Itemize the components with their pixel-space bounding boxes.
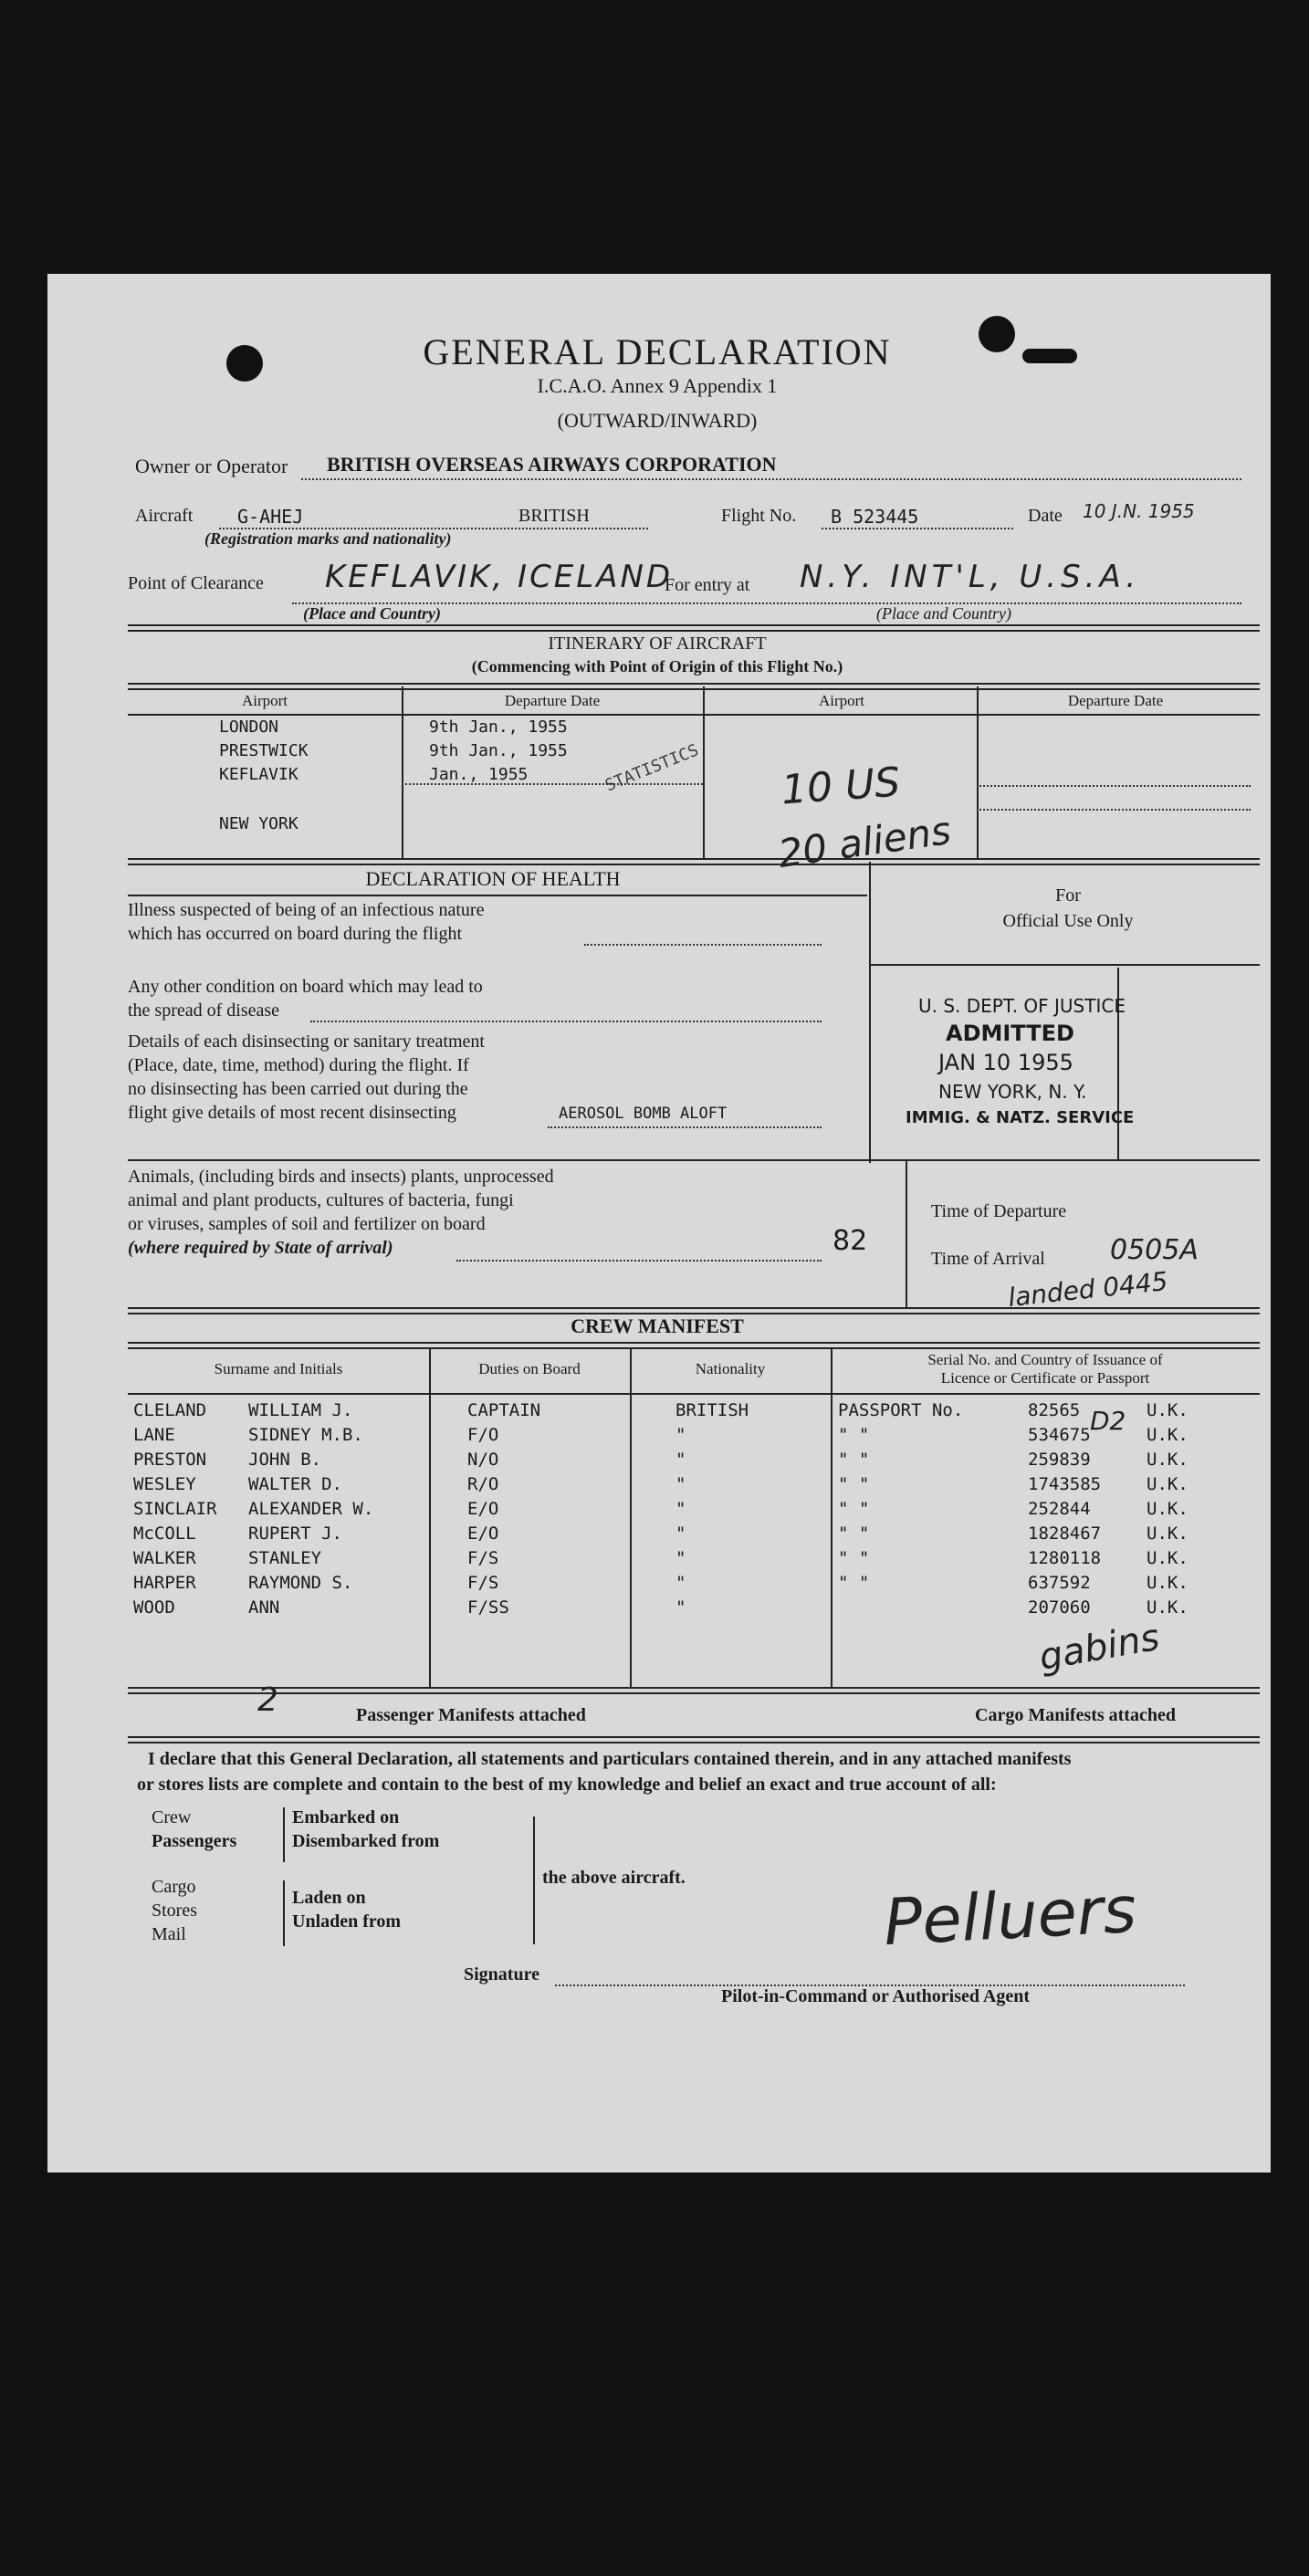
crew-nationality: ": [675, 1597, 686, 1618]
crew-surname: SINCLAIR: [133, 1499, 217, 1519]
crew-title: CREW MANIFEST: [571, 1314, 744, 1337]
crew-nationality: ": [675, 1499, 686, 1519]
crew-country: U.K.: [1147, 1597, 1189, 1618]
animals-count: 82: [833, 1225, 868, 1257]
health-line-5: Details of each disinsecting or sanitary treatment: [128, 1031, 485, 1052]
crew-initials: SIDNEY M.B.: [248, 1425, 363, 1445]
itinerary-subheader-rule: [128, 714, 1260, 716]
owner-dotline: [301, 478, 1241, 480]
crew-serial-number: 1280118: [1028, 1548, 1102, 1568]
health-right-border: [869, 862, 871, 1163]
itinerary-title: ITINERARY OF AIRCRAFT: [548, 634, 767, 654]
health-dotline-2: [310, 1021, 822, 1022]
crew-initials-signature: gabins: [1036, 1616, 1163, 1680]
crew-nationality: ": [675, 1450, 686, 1470]
crew-country: U.K.: [1147, 1400, 1189, 1420]
crew-country: U.K.: [1147, 1573, 1189, 1593]
crew-col-name: Surname and Initials: [214, 1360, 343, 1377]
crew-nationality: ": [675, 1573, 686, 1593]
crew-serial-number: 637592: [1028, 1573, 1091, 1593]
health-line-2: which has occurred on board during the flight: [128, 924, 463, 944]
itinerary-vline-1: [402, 686, 403, 860]
crew-surname: CLELAND: [133, 1400, 207, 1420]
itinerary-dotline-1: [402, 783, 703, 785]
itinerary-dotline-2: [977, 785, 1251, 787]
official-use-only: Official Use Only: [1002, 911, 1134, 931]
crew-serial-number: 534675: [1028, 1425, 1091, 1445]
crew-serial-number: 1743585: [1028, 1474, 1102, 1494]
decl-brace-2: [283, 1880, 285, 1946]
crew-serial-number: 252844: [1028, 1499, 1091, 1519]
crew-top-rule: [128, 1307, 1260, 1314]
stamp-new-york: NEW YORK, N. Y.: [938, 1081, 1087, 1103]
crew-country: U.K.: [1147, 1524, 1189, 1544]
health-title: DECLARATION OF HEALTH: [365, 867, 621, 890]
date-value: 10 J.N. 1955: [1083, 500, 1195, 522]
itinerary-col-airport-2: Airport: [818, 692, 865, 709]
stamp-dept-justice: U. S. DEPT. OF JUSTICE: [918, 995, 1126, 1017]
disinsecting-value: AEROSOL BOMB ALOFT: [559, 1105, 728, 1123]
crew-duty: E/O: [467, 1524, 499, 1544]
itinerary-col-departure-2: Departure Date: [1067, 692, 1164, 709]
itinerary-vline-2: [703, 686, 705, 860]
punch-hole-left: [226, 345, 263, 382]
aircraft-sublabel: (Registration marks and nationality): [204, 529, 452, 548]
crew-document: " ": [838, 1573, 870, 1593]
crew-serial-number: 82565: [1028, 1400, 1081, 1420]
crew-row: [88, 1499, 1210, 1523]
crew-header-rule: [128, 1342, 1260, 1349]
official-stamp-border: [1117, 968, 1119, 1159]
crew-col-duties: Duties on Board: [478, 1360, 581, 1377]
entry-label: For entry at: [665, 575, 750, 595]
crew-initials: WALTER D.: [248, 1474, 342, 1494]
crew-initials: STANLEY: [248, 1548, 322, 1568]
crew-initials: RAYMOND S.: [248, 1573, 353, 1593]
date-label: Date: [1028, 506, 1063, 526]
health-line-7: no disinsecting has been carried out during the: [128, 1079, 468, 1099]
animals-dotline: [456, 1260, 822, 1262]
aircraft-registration: G-AHEJ: [237, 506, 304, 528]
official-rule: [871, 964, 1260, 966]
itinerary-vline-3: [977, 686, 979, 860]
declaration-top-rule: [128, 1736, 1260, 1744]
decl-laden: Laden on: [292, 1888, 366, 1908]
crew-country: U.K.: [1147, 1450, 1189, 1470]
crew-document: " ": [838, 1524, 870, 1544]
crew-country: U.K.: [1147, 1548, 1189, 1568]
decl-unladen: Unladen from: [292, 1911, 402, 1932]
itinerary-date-3: Jan., 1955: [429, 765, 529, 784]
decl-above-aircraft: the above aircraft.: [542, 1868, 686, 1888]
official-for: For: [1055, 885, 1081, 906]
cargo-manifest-label: Cargo Manifests attached: [975, 1705, 1176, 1725]
itinerary-col-airport: Airport: [241, 692, 288, 709]
health-line-1: Illness suspected of being of an infectious nature: [128, 900, 485, 920]
crew-nationality: ": [675, 1548, 686, 1568]
crew-document: " ": [838, 1499, 870, 1519]
entry-value: N.Y. INT'L, U.S.A.: [800, 559, 1141, 595]
health-line-8: flight give details of most recent disinsecting: [128, 1103, 456, 1123]
itinerary-airport-2: PRESTWICK: [219, 741, 309, 760]
crew-duty: R/O: [467, 1474, 499, 1494]
itinerary-airport-3: KEFLAVIK: [219, 765, 298, 784]
crew-subheader-rule: [128, 1393, 1260, 1395]
crew-document: " ": [838, 1548, 870, 1568]
health-title-rule: [128, 895, 867, 896]
crew-bottom-rule: [128, 1687, 1260, 1694]
decl-stores: Stores: [152, 1901, 197, 1921]
crew-duty: F/O: [467, 1425, 499, 1445]
crew-row: [88, 1597, 1210, 1621]
crew-surname: WESLEY: [133, 1474, 196, 1494]
crew-surname: McCOLL: [133, 1524, 196, 1544]
direction-label: (OUTWARD/INWARD): [557, 409, 758, 432]
pilot-label: Pilot-in-Command or Authorised Agent: [721, 1986, 1030, 2006]
pilot-signature: Pelluers: [882, 1871, 1138, 1961]
crew-row: [88, 1573, 1210, 1597]
crew-document: PASSPORT No.: [838, 1400, 964, 1420]
crew-initials: ALEXANDER W.: [248, 1499, 374, 1519]
crew-row: [88, 1474, 1210, 1498]
stamp-admitted: ADMITTED: [946, 1021, 1074, 1046]
landed-time: landed 0445: [1006, 1265, 1169, 1314]
clearance-value: KEFLAVIK, ICELAND: [325, 559, 674, 595]
crew-initials: ANN: [248, 1597, 280, 1618]
handwritten-us-count: 10 US: [780, 759, 902, 814]
crew-surname: HARPER: [133, 1573, 196, 1593]
owner-label: Owner or Operator: [135, 455, 288, 477]
crew-nationality: ": [675, 1524, 686, 1544]
health-line-4: the spread of disease: [128, 1000, 280, 1021]
crew-initials: JOHN B.: [248, 1450, 322, 1470]
crew-document: " ": [838, 1450, 870, 1470]
crew-document: " ": [838, 1474, 870, 1494]
flight-number: B 523445: [831, 506, 919, 528]
stamp-date: JAN 10 1955: [938, 1050, 1073, 1075]
crew-country: U.K.: [1147, 1425, 1189, 1445]
crew-row: [88, 1450, 1210, 1473]
itinerary-date-2: 9th Jan., 1955: [429, 741, 568, 760]
stamp-immigration: IMMIG. & NATZ. SERVICE: [906, 1108, 1135, 1127]
crew-duty: F/SS: [467, 1597, 509, 1618]
crew-country: U.K.: [1147, 1474, 1189, 1494]
decl-disembarked: Disembarked from: [292, 1831, 440, 1851]
itinerary-date-1: 9th Jan., 1955: [429, 717, 568, 737]
decl-cargo: Cargo: [152, 1877, 196, 1897]
arrival-time-label: Time of Arrival: [931, 1249, 1045, 1269]
aircraft-label: Aircraft: [135, 506, 194, 526]
passenger-manifest-label: Passenger Manifests attached: [356, 1705, 586, 1725]
animals-line-1: Animals, (including birds and insects) plants, unprocessed: [128, 1167, 554, 1187]
animals-top-rule: [128, 1159, 1260, 1161]
passenger-manifest-count: 2: [257, 1681, 278, 1719]
crew-row: [88, 1524, 1210, 1547]
crew-surname: PRESTON: [133, 1450, 207, 1470]
crew-col-nationality: Nationality: [695, 1360, 766, 1377]
declaration-line-1: I declare that this General Declaration, all statements and particulars contained therein, and in any attached manifests: [148, 1749, 1072, 1769]
crew-surname: WOOD: [133, 1597, 175, 1618]
clearance-label: Point of Clearance: [128, 573, 264, 593]
itinerary-bottom-rule: [128, 858, 1260, 865]
itinerary-dotline-3: [977, 809, 1251, 811]
flight-label: Flight No.: [721, 506, 797, 526]
crew-nationality: BRITISH: [675, 1400, 749, 1420]
statistics-stamp: STATISTICS: [602, 740, 702, 796]
crew-col-serial-2: Licence or Certificate or Passport: [940, 1369, 1150, 1387]
place-label-2: (Place and Country): [876, 604, 1011, 623]
annex-reference: I.C.A.O. Annex 9 Appendix 1: [537, 374, 778, 397]
decl-passengers: Passengers: [152, 1831, 237, 1851]
crew-serial-number: 259839: [1028, 1450, 1091, 1470]
crew-duty: N/O: [467, 1450, 499, 1470]
crew-nationality: ": [675, 1425, 686, 1445]
crew-row: [88, 1400, 1210, 1424]
crew-row: [88, 1548, 1210, 1572]
crew-document: " ": [838, 1425, 870, 1445]
decl-mail: Mail: [152, 1924, 186, 1944]
crew-duty: CAPTAIN: [467, 1400, 541, 1420]
crew-mark: D2: [1090, 1406, 1126, 1436]
itinerary-top-rule: [128, 624, 1260, 632]
health-dotline-1: [584, 944, 822, 946]
decl-crew: Crew: [152, 1807, 192, 1827]
health-line-3: Any other condition on board which may lead to: [128, 977, 483, 997]
arrival-time-value: 0505A: [1110, 1234, 1199, 1266]
flight-dotline: [822, 528, 1013, 529]
animals-right-border: [906, 1159, 907, 1307]
crew-col-serial-1: Serial No. and Country of Issuance of: [927, 1351, 1163, 1368]
itinerary-col-departure: Departure Date: [504, 692, 601, 709]
crew-row: [88, 1425, 1210, 1449]
crew-surname: WALKER: [133, 1548, 196, 1568]
crew-surname: LANE: [133, 1425, 175, 1445]
health-dotline-3: [548, 1126, 822, 1128]
declaration-line-2: or stores lists are complete and contain to the best of my knowledge and belief an exact and true account of all:: [137, 1775, 997, 1795]
health-line-6: (Place, date, time, method) during the flight. If: [128, 1055, 469, 1075]
animals-line-3: or viruses, samples of soil and fertilizer on board: [128, 1214, 486, 1234]
itinerary-airport-4: NEW YORK: [219, 814, 298, 833]
crew-initials: WILLIAM J.: [248, 1400, 353, 1420]
crew-serial-number: 207060: [1028, 1597, 1091, 1618]
itinerary-subtitle: (Commencing with Point of Origin of this Flight No.): [471, 657, 843, 675]
departure-time-label: Time of Departure: [931, 1201, 1067, 1221]
animals-line-4: (where required by State of arrival): [128, 1238, 393, 1258]
owner-value: BRITISH OVERSEAS AIRWAYS CORPORATION: [327, 453, 777, 476]
signature-label: Signature: [464, 1964, 539, 1984]
animals-line-2: animal and plant products, cultures of bacteria, fungi: [128, 1190, 514, 1210]
decl-brace-1: [283, 1807, 285, 1862]
crew-duty: F/S: [467, 1573, 499, 1593]
crew-country: U.K.: [1147, 1499, 1189, 1519]
crew-serial-number: 1828467: [1028, 1524, 1102, 1544]
crew-duty: E/O: [467, 1499, 499, 1519]
decl-brace-big: [533, 1817, 535, 1944]
crew-duty: F/S: [467, 1548, 499, 1568]
itinerary-header-rule: [128, 683, 1260, 690]
itinerary-airport-1: LONDON: [219, 717, 279, 737]
crew-nationality: ": [675, 1474, 686, 1494]
page-title: GENERAL DECLARATION: [423, 331, 892, 372]
decl-embarked: Embarked on: [292, 1807, 400, 1827]
aircraft-nationality: BRITISH: [518, 506, 590, 526]
handwritten-aliens-count: 20 aliens: [775, 808, 954, 876]
place-label-1: (Place and Country): [303, 604, 441, 623]
crew-initials: RUPERT J.: [248, 1524, 342, 1544]
